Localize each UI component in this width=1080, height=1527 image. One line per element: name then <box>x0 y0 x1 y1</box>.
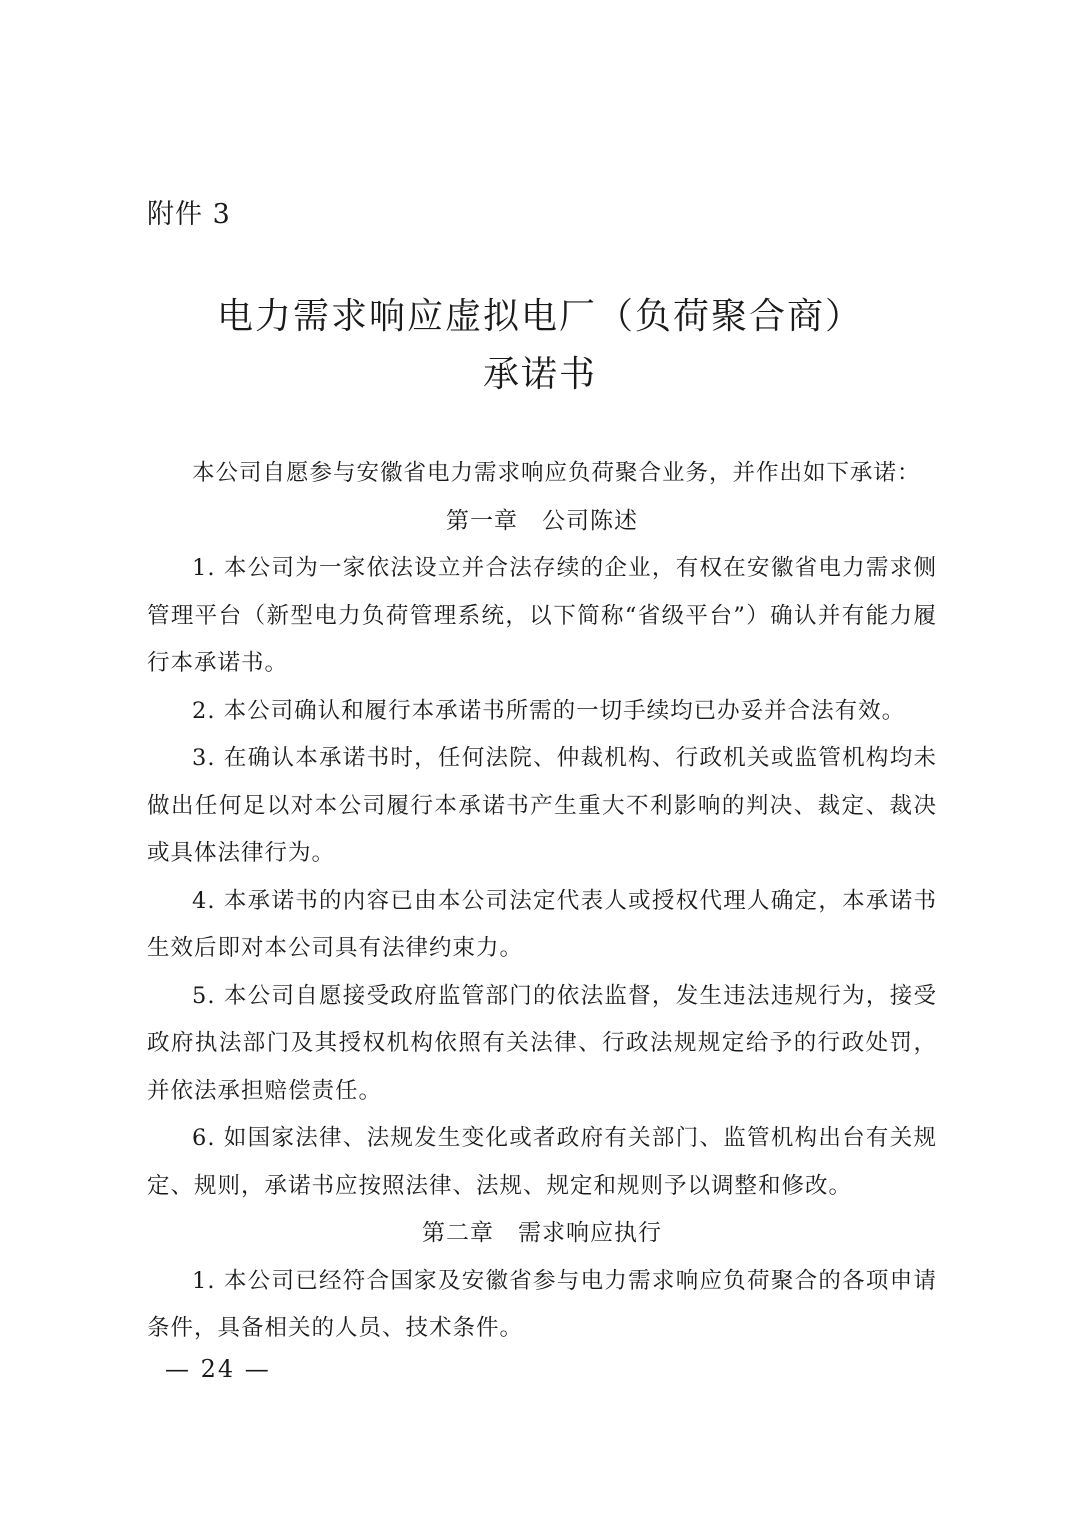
chapter-1-item-2: 2. 本公司确认和履行本承诺书所需的一切手续均已办妥并合法有效。 <box>192 697 906 724</box>
chapter-1-item-5: 5. 本公司自愿接受政府监管部门的依法监督，发生违法违规行为，接受政府执法部门及其授权机构依照有关法律、行政法规规定给予的行政处罚，并依法承担赔偿责任。 <box>147 982 937 1104</box>
chapter-1-item-4: 4. 本承诺书的内容已由本公司法定代表人或授权代理人确定，本承诺书生效后即对本公司具有法律约束力。 <box>147 887 937 961</box>
page-number: — 24 — <box>165 1355 271 1383</box>
chapter-1-item-1: 1. 本公司为一家依法设立并合法存续的企业，有权在安徽省电力需求侧管理平台（新型电力负荷管理系统，以下简称“省级平台”）确认并有能力履行本承诺书。 <box>147 555 937 676</box>
attachment-label: 附件 3 <box>147 199 231 230</box>
intro-paragraph: 本公司自愿参与安徽省电力需求响应负荷聚合业务，并作出如下承诺： <box>192 460 921 486</box>
document-title-line-1: 电力需求响应虚拟电厂（负荷聚合商） <box>216 296 863 337</box>
chapter-1-heading: 第一章 公司陈述 <box>446 507 638 534</box>
chapter-2-heading: 第二章 需求响应执行 <box>422 1220 662 1246</box>
document-title-line-2: 承诺书 <box>482 354 597 395</box>
chapter-1-item-3: 3. 在确认本承诺书时，任何法院、仲裁机构、行政机关或监管机构均未做出任何足以对本公司履行本承诺书产生重大不利影响的判决、裁定、裁决或具体法律行为。 <box>147 745 937 866</box>
document-body <box>147 450 937 1353</box>
chapter-2-item-1: 1. 本公司已经符合国家及安徽省参与电力需求响应负荷聚合的各项申请条件，具备相关的人员、技术条件。 <box>147 1267 937 1341</box>
chapter-1-item-6: 6. 如国家法律、法规发生变化或者政府有关部门、监管机构出台有关规定、规则，承诺书应按照法律、法规、规定和规则予以调整和修改。 <box>147 1125 937 1199</box>
